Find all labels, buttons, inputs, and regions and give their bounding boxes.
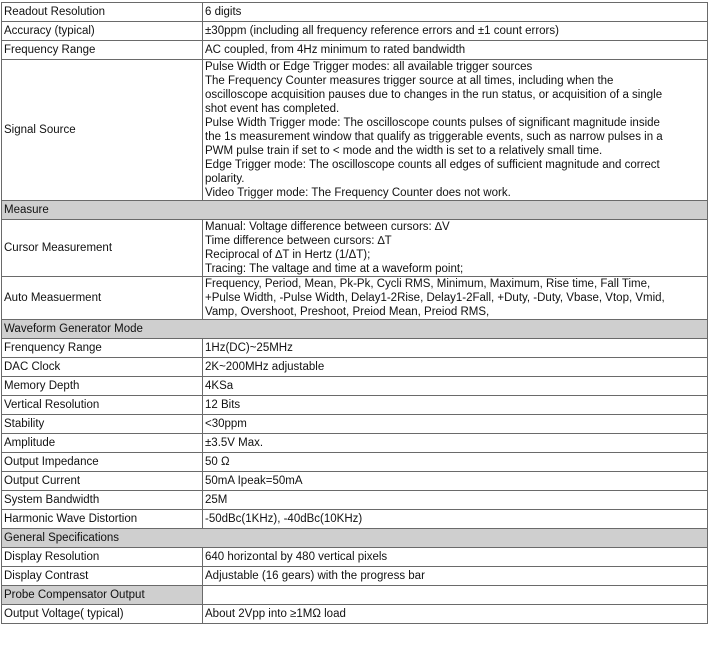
spec-label: Display Resolution [2, 548, 203, 567]
spec-value-line: Video Trigger mode: The Frequency Counter does not work. [205, 187, 511, 199]
spec-row [2, 548, 708, 567]
spec-label: Accuracy (typical) [2, 22, 203, 41]
spec-value-line: ±3.5V Max. [205, 437, 264, 449]
spec-value-line: Pulse Width or Edge Trigger modes: all available trigger sources [205, 61, 533, 73]
spec-value-line: oscilloscope acquisition pauses due to changes in the run status, or acquisition of a single [205, 89, 663, 101]
spec-label: Readout Resolution [2, 3, 203, 22]
spec-label: Stability [2, 415, 203, 434]
spec-value-line: 640 horizontal by 480 vertical pixels [205, 551, 388, 563]
spec-value [203, 277, 708, 320]
spec-value-line: <30ppm [205, 418, 247, 430]
spec-label: DAC Clock [2, 358, 203, 377]
spec-row [2, 605, 708, 624]
spec-table-body [2, 3, 708, 624]
spec-value [203, 415, 708, 434]
spec-row [2, 339, 708, 358]
spec-row [2, 567, 708, 586]
spec-label: Frenquency Range [2, 339, 203, 358]
spec-value [203, 472, 708, 491]
spec-value [203, 605, 708, 624]
section-header [2, 586, 708, 605]
spec-label: Signal Source [2, 60, 203, 201]
spec-value [203, 434, 708, 453]
spec-value [203, 377, 708, 396]
spec-row [2, 453, 708, 472]
section-header [2, 201, 708, 220]
spec-value-line: 12 Bits [205, 399, 241, 411]
section-title: Waveform Generator Mode [2, 320, 708, 339]
spec-label: Output Voltage( typical) [2, 605, 203, 624]
spec-value-line: Adjustable (16 gears) with the progress bar [205, 570, 425, 582]
spec-value [203, 396, 708, 415]
spec-row [2, 358, 708, 377]
spec-value-line: Vamp, Overshoot, Preshoot, Preiod Mean, Preiod RMS, [205, 306, 490, 318]
spec-label: Output Impedance [2, 453, 203, 472]
spec-value-line: Time difference between cursors: ∆T [205, 235, 392, 247]
spec-value [203, 41, 708, 60]
spec-value-line: PWM pulse train if set to < mode and the width is set to a relatively small time. [205, 145, 603, 157]
spec-label: Auto Measuerment [2, 277, 203, 320]
spec-value-line: AC coupled, from 4Hz minimum to rated bandwidth [205, 44, 466, 56]
spec-value-line: About 2Vpp into ≥1MΩ load [205, 608, 346, 620]
spec-row [2, 41, 708, 60]
spec-label: Amplitude [2, 434, 203, 453]
spec-value-line: the 1s measurement window that qualify as triggerable events, such as narrow pulses in a [205, 131, 663, 143]
spec-label: Harmonic Wave Distortion [2, 510, 203, 529]
spec-row [2, 22, 708, 41]
spec-row [2, 491, 708, 510]
spec-label: Memory Depth [2, 377, 203, 396]
spec-row [2, 277, 708, 320]
section-title: Measure [2, 201, 708, 220]
spec-value-line: Tracing: The valtage and time at a waveform point; [205, 263, 464, 275]
spec-value-line: 4KSa [205, 380, 234, 392]
spec-value [203, 358, 708, 377]
spec-value [203, 510, 708, 529]
spec-value-line: 2K~200MHz adjustable [205, 361, 325, 373]
spec-value-line: 6 digits [205, 6, 242, 18]
spec-value-line: +Pulse Width, -Pulse Width, Delay1-2Rise, Delay1-2Fall, +Duty, -Duty, Vbase, Vtop, Vmid, [205, 292, 665, 304]
spec-row [2, 415, 708, 434]
spec-label: System Bandwidth [2, 491, 203, 510]
section-spacer [203, 586, 708, 605]
spec-label: Output Current [2, 472, 203, 491]
spec-value-line: Frequency, Period, Mean, Pk-Pk, Cycli RMS, Minimum, Maximum, Rise time, Fall Time, [205, 278, 651, 290]
spec-value [203, 60, 708, 201]
spec-value [203, 548, 708, 567]
section-title: General Specifications [2, 529, 708, 548]
spec-row [2, 510, 708, 529]
spec-label: Vertical Resolution [2, 396, 203, 415]
spec-value-line: 50mA Ipeak=50mA [205, 475, 303, 487]
spec-row [2, 434, 708, 453]
spec-label: Cursor Measurement [2, 220, 203, 277]
spec-value [203, 22, 708, 41]
spec-value-line: 1Hz(DC)~25MHz [205, 342, 293, 354]
spec-row [2, 60, 708, 201]
spec-value-line: Pulse Width Trigger mode: The oscilloscope counts pulses of significant magnitude inside [205, 117, 660, 129]
spec-row [2, 220, 708, 277]
spec-label: Frequency Range [2, 41, 203, 60]
spec-value-line: Reciprocal of ∆T in Hertz (1/ΔT); [205, 249, 371, 261]
section-title: Probe Compensator Output [2, 586, 203, 605]
spec-value-line: ±30ppm (including all frequency reference errors and ±1 count errors) [205, 25, 559, 37]
spec-value-line: polarity. [205, 173, 245, 185]
spec-value [203, 453, 708, 472]
spec-value-line: 50 Ω [205, 456, 230, 468]
spec-value-line: 25M [205, 494, 228, 506]
section-header [2, 529, 708, 548]
spec-table [1, 2, 708, 624]
section-header [2, 320, 708, 339]
spec-row [2, 396, 708, 415]
spec-value [203, 339, 708, 358]
spec-value-line: shot event has completed. [205, 103, 340, 115]
spec-row [2, 3, 708, 22]
spec-value-line: Manual: Voltage difference between cursors: ∆V [205, 221, 450, 233]
spec-row [2, 472, 708, 491]
spec-value [203, 220, 708, 277]
spec-value-line: The Frequency Counter measures trigger source at all times, including when the [205, 75, 614, 87]
spec-value [203, 3, 708, 22]
spec-row [2, 377, 708, 396]
spec-value-line: Edge Trigger mode: The oscilloscope counts all edges of sufficient magnitude and correct [205, 159, 660, 171]
spec-value [203, 491, 708, 510]
spec-value-line: -50dBc(1KHz), -40dBc(10KHz) [205, 513, 363, 525]
spec-label: Display Contrast [2, 567, 203, 586]
spec-value [203, 567, 708, 586]
